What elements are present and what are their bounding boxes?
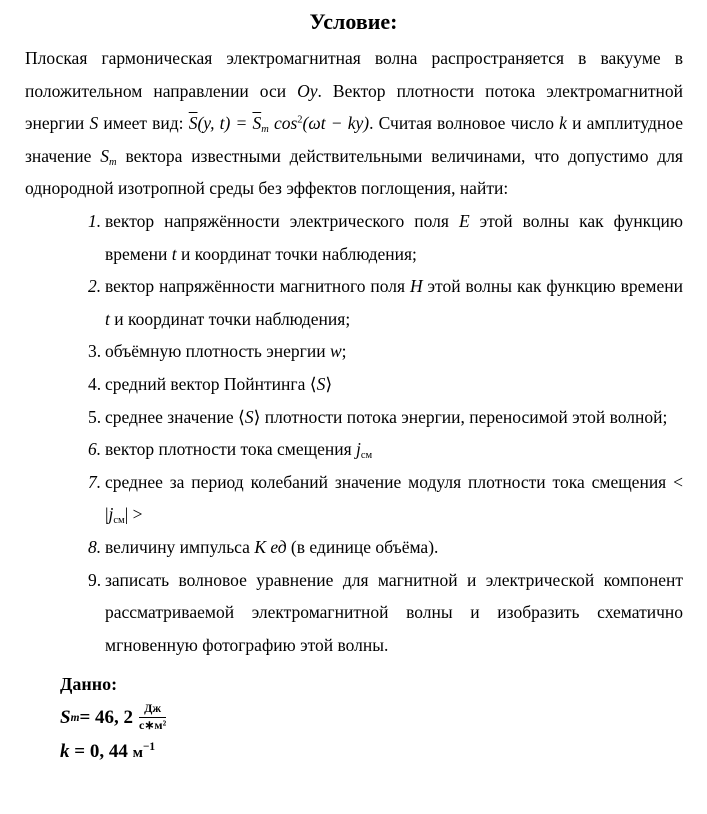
task-text: вектор напряжённости магнитного поля H этой волны как функцию времени t и координат точки наблюдения; <box>105 276 683 329</box>
unit-fraction: $\frac{Дж}{\text{с∗м²}}$ <box>139 700 167 732</box>
task-text: величину импульса K ед (в единице объёма). <box>105 536 439 557</box>
task-number: 8. <box>88 536 102 557</box>
task-text: средний вектор Пойнтинга ⟨S⟩ <box>105 373 333 394</box>
task-item <box>88 531 683 564</box>
task-number: 6. <box>88 439 102 460</box>
task-number: 1. <box>88 210 102 231</box>
task-text: вектор плотности тока смещения $j_{см}$ <box>105 439 373 462</box>
given-value-sm: S m = 46, 2 $\frac{Дж}{\text{с∗м²}}$ <box>60 700 167 732</box>
task-item <box>88 270 683 335</box>
given-section <box>60 669 707 768</box>
task-text: среднее за период колебаний значение модуля плотности тока смещения < $|j_{см}|$ > <box>105 471 683 527</box>
task-number: 3. <box>88 341 102 362</box>
page-title: Условие: <box>309 9 398 34</box>
problem-statement: Плоская гармоническая электромагнитная волна распространяется в вакууме в положительном направлении оси Oy. Вектор плотности потока электромагнитной энергии S имеет вид: $\overline{S}(y$, $t) = \overline{S}_m$ $\cos^2(\omega t - ky)$. Считая волновое число k и амплитудное значение $S_m$ вектора известными действительными величинами, что допустимо для однородной изотропной среды без эффектов поглощения, найти: <box>25 48 683 199</box>
task-text: записать волновое уравнение для магнитной и электрической компонент рассматриваемой электромагнитной волны и изобразить схематично мгновенную фотографию этой волны. <box>105 569 683 655</box>
task-text: объёмную плотность энергии w; <box>105 341 347 362</box>
given-value-k: k = 0, 44 $м^{-1}$ <box>60 741 156 763</box>
task-number: 2. <box>88 276 102 297</box>
task-item <box>88 564 683 662</box>
task-list <box>88 205 683 661</box>
task-item <box>88 368 683 401</box>
task-item <box>88 335 683 368</box>
given-label: Данно: <box>60 674 118 695</box>
task-item <box>88 205 683 270</box>
task-number: 5. <box>88 406 102 427</box>
task-item <box>88 401 683 434</box>
task-text: вектор напряжённости электрического поля E этой волны как функцию времени t и координат точки наблюдения; <box>105 210 683 264</box>
task-number: 9. <box>88 569 102 590</box>
task-text: среднее значение ⟨S⟩ плотности потока энергии, переносимой этой волной; <box>105 406 668 427</box>
document-page <box>0 8 707 814</box>
task-item <box>88 466 683 531</box>
task-number: 4. <box>88 373 102 394</box>
task-item <box>88 433 683 466</box>
task-number: 7. <box>88 471 102 492</box>
